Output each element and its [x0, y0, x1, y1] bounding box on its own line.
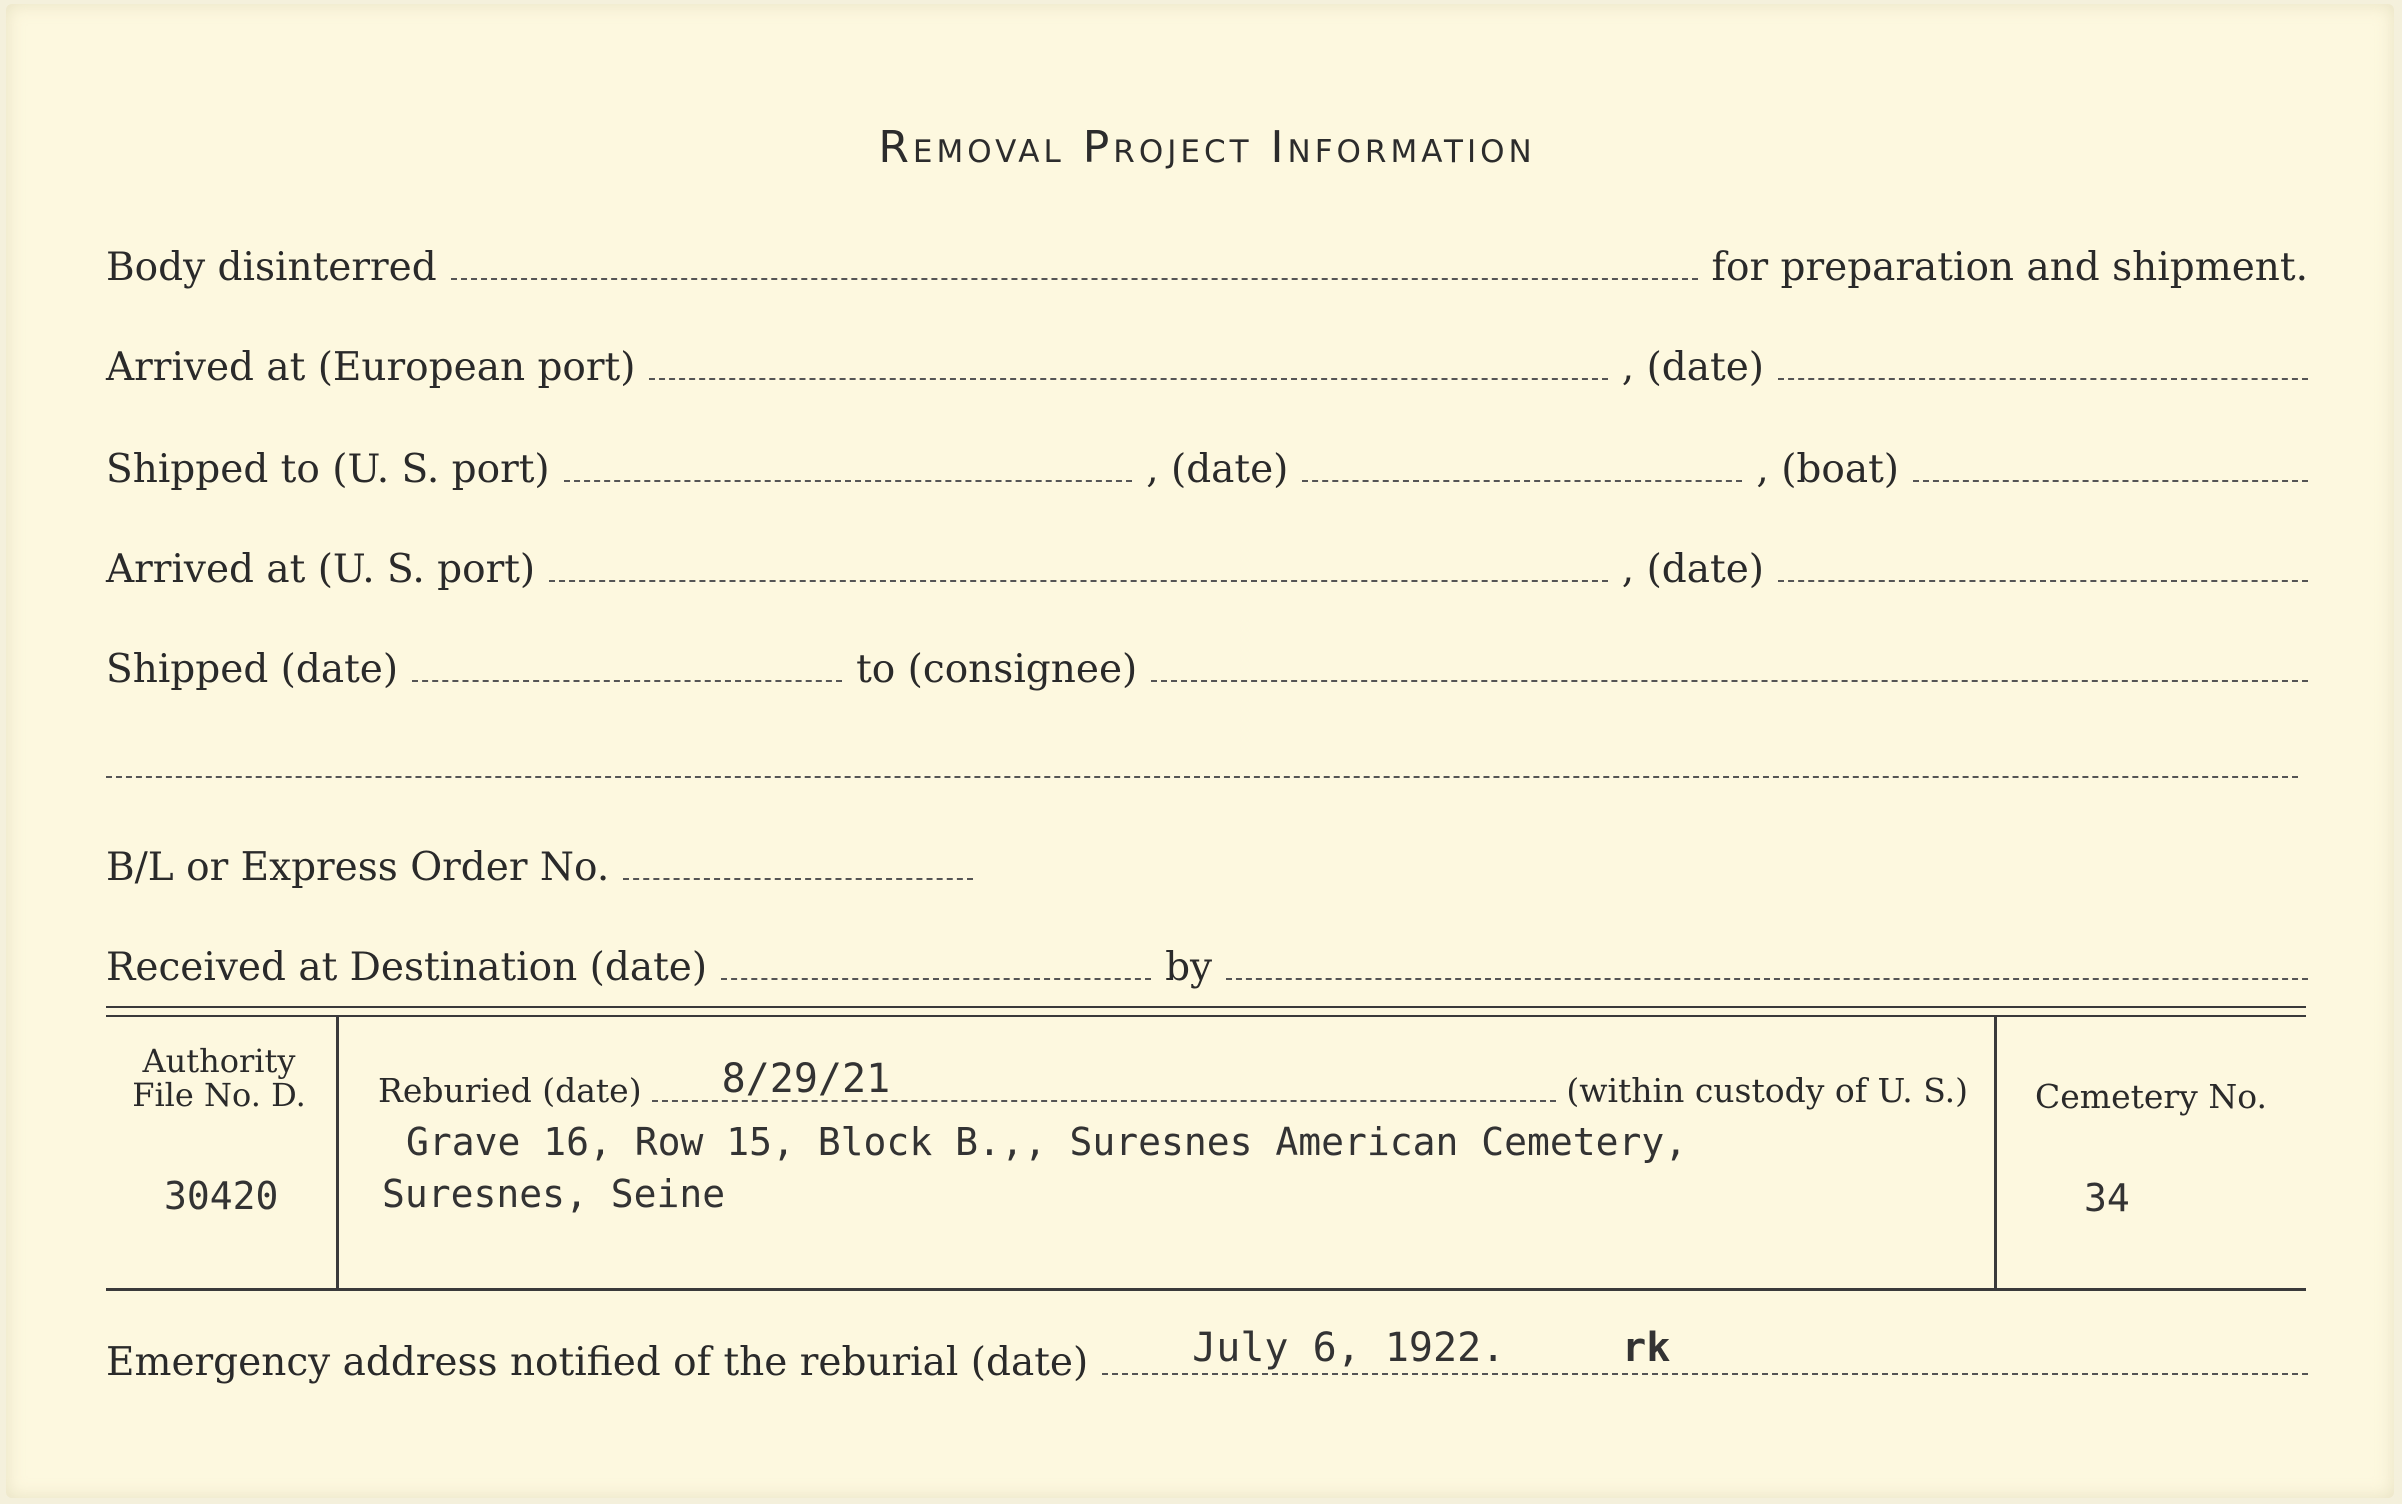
row-bl-order [106, 842, 2308, 890]
record-card [6, 4, 2394, 1498]
authority-label-line2: File No. D. [132, 1076, 306, 1114]
emergency-label: Emergency address notified of the reburial (date) [106, 1340, 1089, 1385]
row-shipped-us [106, 444, 2308, 492]
row-emergency [106, 1325, 2308, 1385]
card-title: Removal Project Information [878, 122, 1536, 173]
reburial-location-line2: Suresnes, Seine [382, 1172, 726, 1216]
received-date-field [721, 978, 1151, 980]
authority-label-line1: Authority [142, 1042, 296, 1080]
row-arrived-us [106, 544, 2308, 592]
reburied-row [378, 1056, 1968, 1110]
emergency-date-field [1102, 1325, 2308, 1375]
bl-order-field [623, 878, 973, 880]
arrived-european-date-label: , (date) [1621, 345, 1764, 390]
row-arrived-european [106, 342, 2308, 390]
bl-order-label: B/L or Express Order No. [106, 845, 610, 890]
arrived-european-label: Arrived at (European port) [106, 345, 636, 390]
arrived-european-field [649, 378, 1607, 380]
shipped-us-label: Shipped to (U. S. port) [106, 447, 550, 492]
shipped-us-date-label: , (date) [1146, 447, 1289, 492]
received-by-label: by [1165, 945, 1213, 990]
reburied-label: Reburied (date) [378, 1071, 642, 1110]
row-body-disinterred [106, 242, 2308, 290]
shipped-date-label: Shipped (date) [106, 647, 399, 692]
cemetery-label: Cemetery No. [2035, 1077, 2267, 1116]
arrived-us-date-field [1778, 580, 2308, 582]
body-disinterred-suffix: for preparation and shipment. [1711, 245, 2308, 290]
shipped-us-boat-label: , (boat) [1756, 447, 1899, 492]
shipped-us-date-field [1302, 480, 1742, 482]
authority-label [114, 1044, 324, 1112]
section-divider [106, 1006, 2306, 1017]
column-divider-left [336, 1016, 339, 1288]
consignee-continuation-line [106, 776, 2298, 778]
column-divider-right [1994, 1016, 1997, 1288]
reburied-date-field [652, 1056, 1557, 1102]
section-bottom-rule [106, 1288, 2306, 1291]
shipped-us-boat-field [1913, 480, 2308, 482]
received-by-field [1226, 978, 2308, 980]
shipped-us-field [564, 480, 1133, 482]
row-received [106, 942, 2308, 990]
row-shipped-date [106, 644, 2308, 692]
arrived-us-field [549, 580, 1608, 582]
arrived-european-date-field [1778, 378, 2308, 380]
arrived-us-date-label: , (date) [1621, 547, 1764, 592]
clerk-initials: rk [1622, 1325, 1671, 1371]
consignee-field [1151, 680, 2308, 682]
shipped-date-field [412, 680, 842, 682]
arrived-us-label: Arrived at (U. S. port) [106, 547, 536, 592]
custody-label: (within custody of U. S.) [1566, 1071, 1968, 1110]
reburial-location-line1: Grave 16, Row 15, Block B.,, Suresnes American Cemetery, [406, 1120, 1688, 1164]
body-disinterred-field [451, 278, 1698, 280]
emergency-date: July 6, 1922. [1192, 1325, 1506, 1371]
cemetery-number: 34 [2084, 1176, 2130, 1220]
received-label: Received at Destination (date) [106, 945, 708, 990]
reburied-date: 8/29/21 [721, 1056, 891, 1102]
consignee-label: to (consignee) [856, 647, 1138, 692]
body-disinterred-label: Body disinterred [106, 245, 437, 290]
authority-file-number: 30420 [164, 1174, 279, 1218]
